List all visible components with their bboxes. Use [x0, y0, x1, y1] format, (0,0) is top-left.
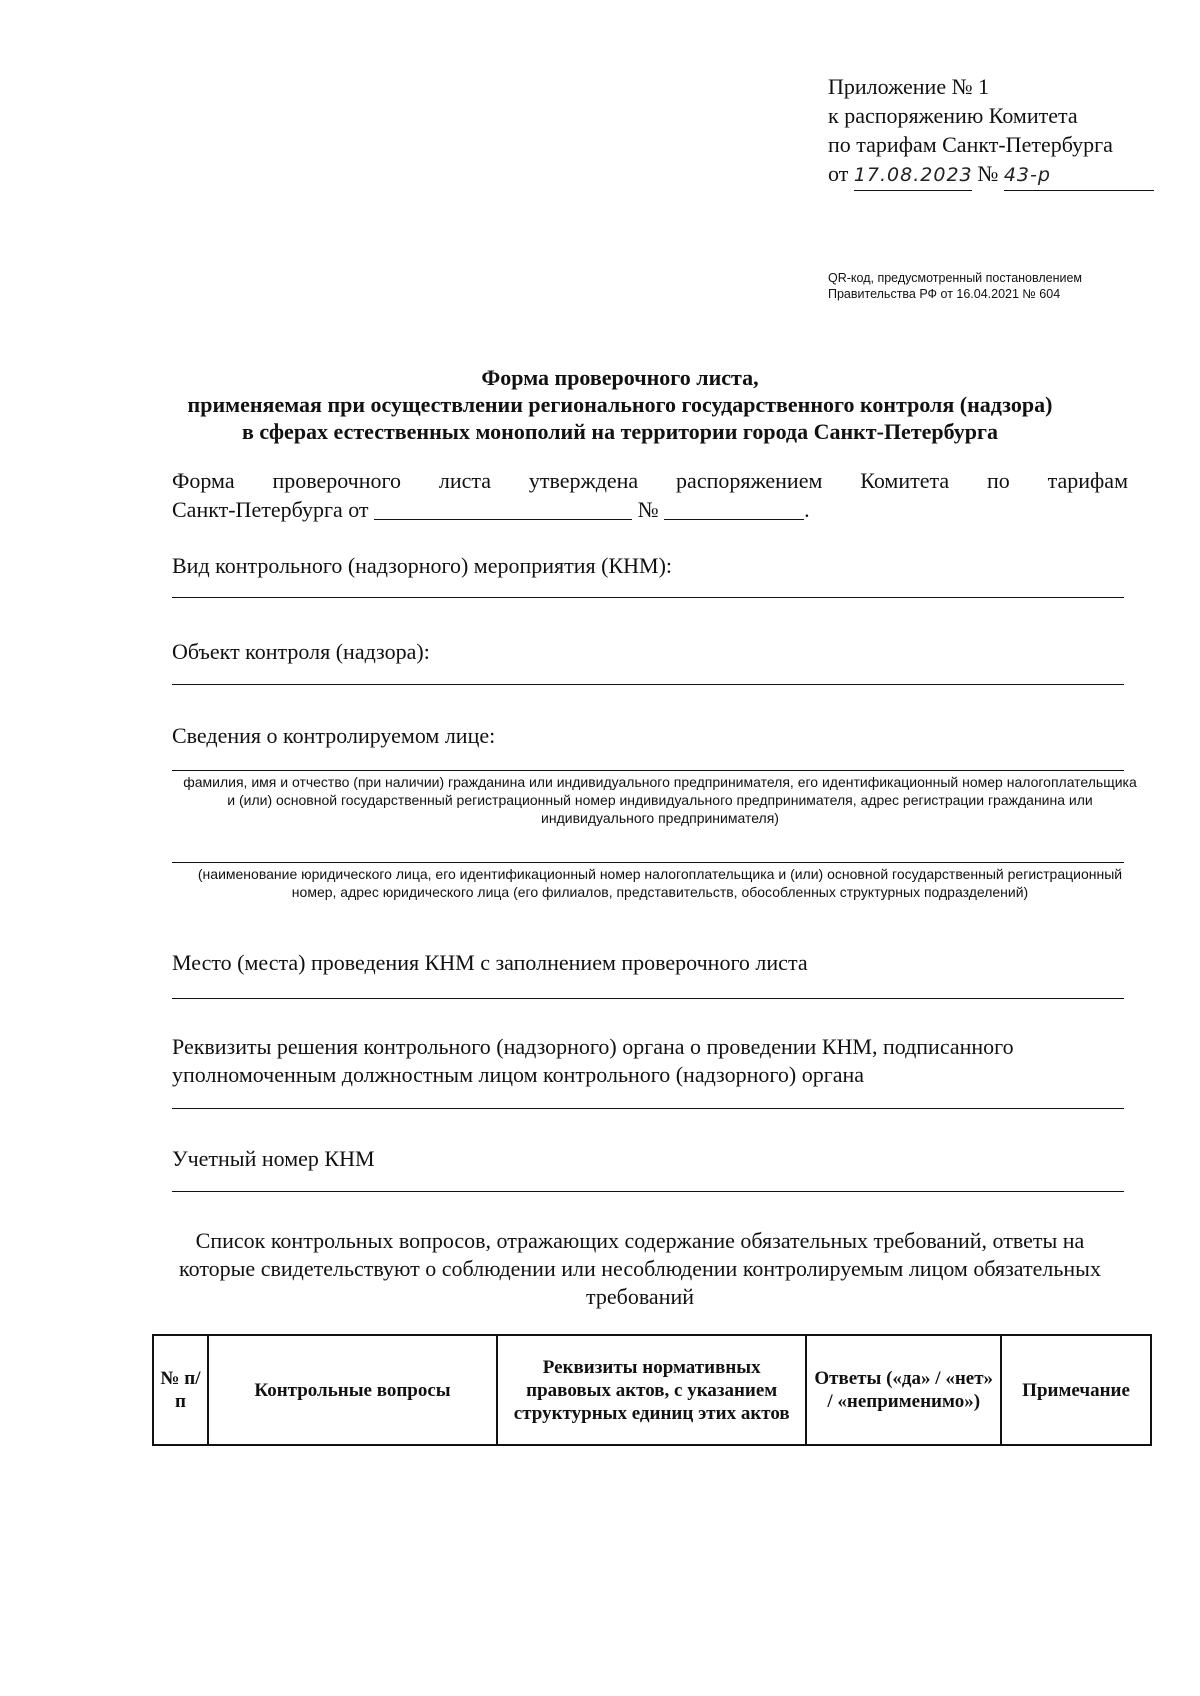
decision-label-line-1: Реквизиты решения контрольного (надзорного) органа о проведении КНМ, подписанного: [172, 1034, 1014, 1059]
title-line-3: в сферах естественных монополий на территории города Санкт-Петербурга: [241, 419, 999, 444]
qr-code-note: [828, 270, 1148, 302]
questions-list-heading: Список контрольных вопросов, отражающих содержание обязательных требований, ответы на которые свидетельствуют о соблюдении или несоблюдении контролируемым лицом обязательных требований: [179, 1228, 1101, 1309]
qr-note-line-1: QR-код, предусмотренный постановлением: [828, 271, 1083, 285]
object-label: Объект контроля (надзора):: [172, 639, 430, 664]
approved-statement: Форма проверочного листа утверждена распоряжением Комитета по тарифам: [172, 468, 1128, 493]
approved-prefix: Санкт-Петербурга от: [172, 497, 369, 522]
appendix-block: [828, 72, 1148, 191]
account-number-label: Учетный номер КНМ: [172, 1146, 375, 1171]
object-field[interactable]: [172, 684, 1124, 685]
col-number-header: № п/п: [153, 1335, 208, 1445]
col-questions-header: Контрольные вопросы: [208, 1335, 497, 1445]
questions-table: [152, 1334, 1152, 1446]
form-title: [130, 364, 1110, 445]
title-line-2: применяемая при осуществлении регионального государственного контроля (надзора): [187, 392, 1053, 417]
approved-date-line: [172, 495, 932, 524]
qr-note-line-2: Правительства РФ от 16.04.2021 № 604: [828, 287, 1061, 301]
appendix-line-2: к распоряжению Комитета: [828, 103, 1078, 128]
appendix-date-line: [828, 159, 1148, 191]
approved-number-blank[interactable]: [664, 497, 804, 520]
place-field[interactable]: [172, 998, 1124, 999]
account-number-field[interactable]: [172, 1191, 1124, 1192]
controlled-person-note-1: фамилия, имя и отчество (при наличии) гражданина или индивидуального предпринимателя, его идентификационный номер налогоплательщика и (или) основной государственный регистрационный номер индивидуального предпринимателя, адрес регистрации гражданина или индивидуального предпринимателя): [183, 774, 1137, 826]
controlled-person-field-2[interactable]: [172, 862, 1124, 863]
approved-number-sign: №: [637, 497, 659, 522]
controlled-person-field-1[interactable]: [172, 770, 1124, 771]
place-label: Место (места) проведения КНМ с заполнением проверочного листа: [172, 950, 808, 975]
number-sign: №: [977, 161, 999, 186]
col-acts-header: Реквизиты нормативных правовых актов, с указанием структурных единиц этих актов: [497, 1335, 806, 1445]
appendix-line-3: по тарифам Санкт-Петербурга: [828, 132, 1113, 157]
approved-end: .: [804, 497, 810, 522]
table-header-row: [153, 1335, 1151, 1445]
approved-date-blank[interactable]: [374, 497, 632, 520]
title-line-1: Форма проверочного листа,: [481, 365, 759, 390]
handwritten-number: 43-р: [1004, 161, 1154, 191]
col-note-header: Примечание: [1001, 1335, 1151, 1445]
col-answers-header: Ответы («да» / «нет» / «неприменимо»): [806, 1335, 1001, 1445]
decision-field[interactable]: [172, 1108, 1124, 1109]
decision-label-line-2: уполномоченным должностным лицом контрольного (надзорного) органа: [172, 1062, 865, 1087]
controlled-person-note-2: (наименование юридического лица, его идентификационный номер налогоплательщика и (или) основной государственный регистрационный номер, адрес юридического лица (его филиалов, представительств, обособленных структурных подразделений): [197, 866, 1123, 900]
handwritten-date: 17.08.2023: [854, 161, 972, 191]
kind-of-event-label: Вид контрольного (надзорного) мероприятия (КНМ):: [172, 553, 673, 578]
controlled-person-label: Сведения о контролируемом лице:: [172, 723, 496, 748]
kind-of-event-field[interactable]: [172, 597, 1124, 598]
from-prefix: от: [828, 161, 849, 186]
appendix-line-1: Приложение № 1: [828, 74, 990, 99]
